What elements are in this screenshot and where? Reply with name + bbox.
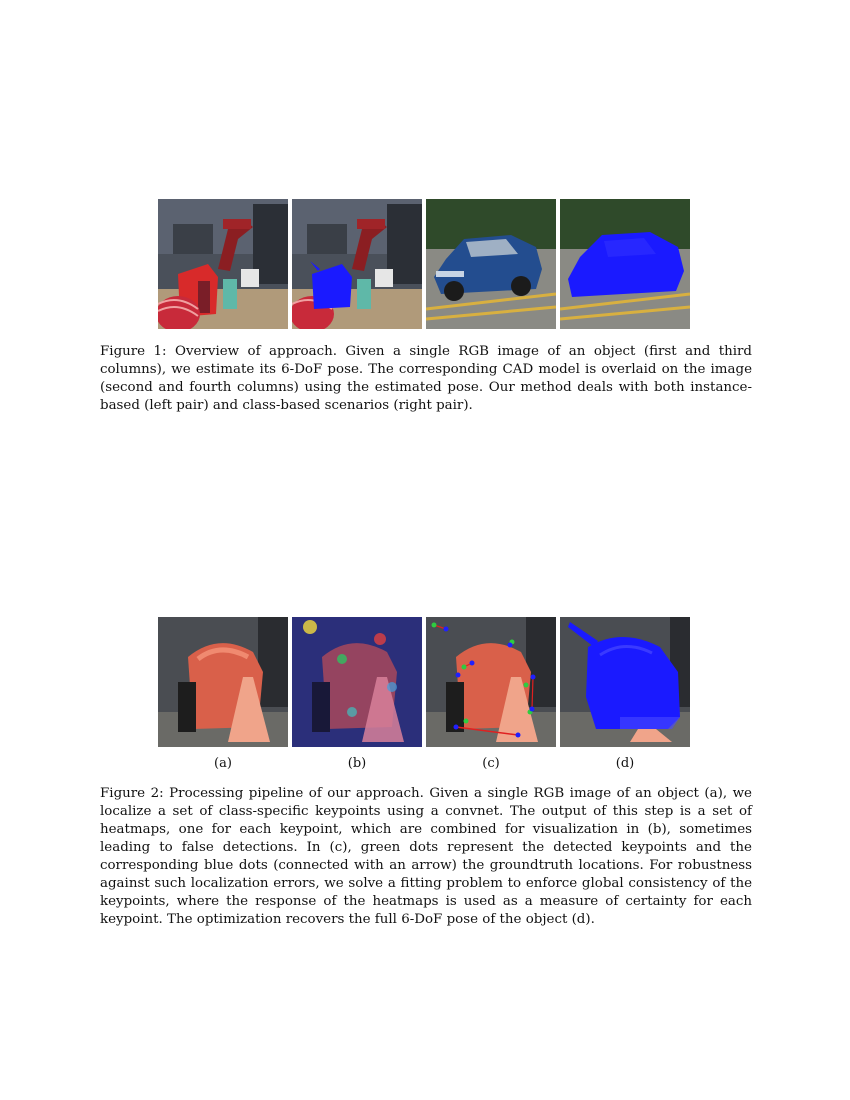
sublabel-a: (a) — [214, 756, 232, 771]
figure-1-image-robot-scene — [158, 199, 288, 329]
figure-1-caption: Figure 1: Overview of approach. Given a single RGB image of an object (first and third columns), we estimate its 6-DoF pose. The corresponding CAD model is overlaid on the image (second and fourth columns) using the estimated pose. Our method deals with both instance-based (left pair) and class-based scenarios (right pair). — [100, 344, 752, 413]
figure-1-image-car-scene — [426, 199, 556, 329]
figure-2-image-b — [292, 617, 422, 747]
figure-2-caption: Figure 2: Processing pipeline of our approach. Given a single RGB image of an object (a), we localize a set of class-specific keypoints using a convnet. The output of this step is a set of heatmaps, one for each keypoint, which are combined for visualization in (b), sometimes leading to false detections. In (c), green dots represent the detected keypoints and the corresponding blue dots (connected with an arrow) the groundtruth locations. For robustness against such localization errors, we solve a fitting problem to enforce global consistency of the keypoints, where the response of the heatmaps is used as a measure of certainty for each keypoint. The optimization recovers the full 6-DoF pose of the object (d). — [100, 786, 752, 927]
figure-2-image-d — [560, 617, 690, 747]
sublabel-b: (b) — [347, 756, 367, 771]
figure-2-images — [158, 617, 690, 747]
figure-2-image-a — [158, 617, 288, 747]
sublabel-c: (c) — [482, 756, 500, 771]
figure-1-image-car-overlay — [560, 199, 690, 329]
figure-2-image-c — [426, 617, 556, 747]
figure-1-image-robot-overlay — [292, 199, 422, 329]
figure-1-images — [158, 199, 690, 329]
sublabel-d: (d) — [615, 756, 635, 771]
figure-2-sublabels — [158, 756, 690, 771]
